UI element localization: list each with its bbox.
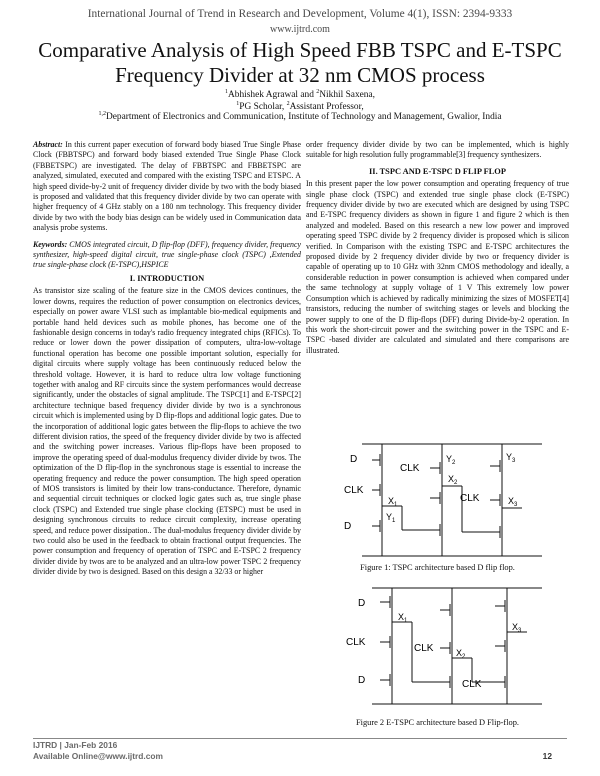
fig2-label-d-2: D [358,675,366,686]
fig2-label-clk-1: CLK [346,637,366,648]
intro-heading: I. INTRODUCTION [129,273,205,283]
fig1-label-x2: $X_2$ [448,474,458,486]
footer-rule [33,738,567,739]
author-2: Nikhil Saxena, [319,90,375,100]
figure-2 [342,582,552,715]
affiliation-text: Department of Electronics and Communication, Institute of Technology and Management, Gwalior, India [105,112,502,122]
fig1-label-y1: $Y_1$ [386,512,396,524]
author-1: Abhishek Agrawal and [228,90,314,100]
affiliation [0,112,600,122]
abstract-text: In this current paper execution of forward body biased True Single Phase Clock (FBBTSPC) and forward body biased extended True Single Phase Clock (FBBETSPC) are investigated. The delay of FBBTSPC and FBBETSPC are analyzed, simulated, executed and compared with the existing TSPC and ETSPC. A high speed divide-by-2 unit of frequency divider divide by two with the body biased is proposed and validated that this frequency divider divide by two can operate with higher frequency of 4 GHz stably on a 180 nm technology. This frequency divider divide by two with the body bias design can be widely used in Communication data analysis probe systems. [33,140,301,233]
keywords-text: CMOS integrated circuit, D flip-flop (DFF), frequency divider, frequency synthesizer, high-speed digital circuit, true single-phase clock (TSPC) ,Extended true single-phase clock (E-TSPC),HSPICE [33,239,301,270]
abstract-label: Abstract: [33,140,63,149]
fig2-label-clk-3: CLK [462,679,482,690]
author-names [0,89,600,101]
journal-url[interactable]: www.ijtrd.com [270,24,330,35]
fig1-label-y2: $Y_2$ [446,454,456,466]
section2-heading: II. TSPC AND E-TSPC D FLIP FLOP [369,166,506,176]
fig1-label-x3: $X_3$ [508,496,518,508]
role-2: Assistant Professor, [289,102,364,112]
footer-issue: IJTRD | Jan-Feb 2016 [33,740,118,750]
fig2-label-x3: $X_3$ [512,622,522,634]
role-sup-1: 1 [236,100,240,107]
role-sup-2: 2 [286,100,290,107]
fig1-label-clk-1: CLK [344,485,364,496]
author-sup-2: 2 [316,88,320,95]
fig1-label-d: D [350,454,358,465]
intro-text: As transistor size scaling of the feature size in the CMOS devices continues, the lower downs, requires the reduction of power consumption on electronics devices, especially on power aware VLSI such as implantable bio-medical equipments and portable hand held devices such as mobile phones, has become one of the fashionable design concerns in today's radio frequency integrated chips (RFICs). To reduce or lower down the power dissipation of computers, ultra-low-voltage functional operation has become one possible important solution, especially for digital circuits where supply voltage has been continuously reduced below the threshold voltage. However, it is hard to reduce ultra low voltage functioning together with analog and RF circuits since the system performances would decrease significantly, under the obstacles of signal amplitude. The TSPC[1] and E-TSPC[2] architecture technique based frequency divider divide by two is a synchronous circuit which is implemented using by D flip-flops and additional logic gates. Due to the incorporation of additional logic gates between the flip-flops to achieve the two different division ratios, the speed of the frequency divider divide by two is affected and the switching power increases. Various flip-flops have been proposed to improve the operating speed of dual-modulus frequency divider divide by twos. The optimization of the D flip-flop in the synchronous stage is essential to increase the operating frequency and reduce the power consumption. The high speed operation of MOS transistors is limited by their low trans-conductance. Therefore, dynamic and sequential circuit techniques or clocked logic gates such as, true single phase clock (TSPC) and Extended true single phase clocking (ETSPC) must be used in designing synchronous circuits to reduce circuit complexity, increase operating speed, and reduce power dissipation.. The dual-modulus frequency divider divide by two could also be used in the feedback to obtain fractional output frequencies. The power consumption and frequency of operation of TSPC and E-TSPC 2 frequency divider divide by twos are to be analyzed and an ultra-low power TSPC 2 frequency divider divide by two is designed. Based on this design a 32/33 or higher [33,286,301,577]
paper-title: Comparative Analysis of High Speed FBB TSPC and E-TSPC Frequency Divider at 32 nm CMOS process [38,38,562,87]
figure-1 [342,438,552,565]
intro-continued: order frequency divider divide by two can be implemented, which is highly suitable for high resolution fully programmable[3] frequency synthesizers. [306,140,569,160]
author-sup-1: 1 [225,88,228,95]
fig2-label-d: D [358,598,366,609]
fig1-label-y3: $Y_3$ [506,452,516,464]
keywords [33,240,301,271]
journal-header: International Journal of Trend in Research and Development, Volume 4(1), ISSN: 2394-9333 [87,8,513,20]
affiliation-sup: 1,2 [98,110,106,117]
figure-1-caption: Figure 1: TSPC architecture based D flip flop. [360,563,515,572]
footer [33,740,163,762]
fig1-label-clk-3: CLK [460,493,480,504]
fig1-label-x1: $X_1$ [388,496,398,508]
footer-online[interactable]: Available Online@www.ijtrd.com [33,751,163,761]
fig2-label-x1: $X_1$ [398,612,408,624]
authors-block [0,89,600,113]
fig1-label-d-2: D [344,521,352,532]
fig2-label-clk-2: CLK [414,643,434,654]
figure-2-schematic [342,582,552,710]
left-column [33,140,301,578]
abstract [33,140,301,234]
section2-text: In this present paper the low power consumption and operating frequency of true single phase clock (TSPC) and extended true single phase clock (E-TSPC) frequency divider divide by two are executed which are designed by using TSPC and E-TSPC frequency dividers as shown in figure 1 and figure 2 which is then analyzed and modeled. Based on this research a new low power and improved operating speed TSPC divide by 2 frequency divider is proposed which is silicon verified. In Comparison with the existing TSPC and E-TSPC architectures the proposed divide by 2 frequency divider divide by two or frequency divider is capable of operating up to 10 GHz with 32nm CMOS methodology and ideally, a considerable reduction in power consumption is achieved when compared under the same technology at supply voltage of 1 V This extremely low power Consumption which is achieved by radically minimizing the sizes of MOSFET[4] transistors, reducing the number of switching stages or levels and blocking the power supply to one of the D flip-flops (DFF) during Divide-by-2 operation. In this work the short-circuit power and the switching power in the TSPC and E-TSPC -based divider are calculated and simulated and there comparisons are illustrated. [306,179,569,355]
page-number: 12 [542,751,552,761]
fig2-label-x2: $X_2$ [456,648,466,660]
role-1: PG Scholar, [239,102,285,112]
fig1-label-clk-2: CLK [400,463,420,474]
figure-2-caption: Figure 2 E-TSPC architecture based D Flip-flop. [355,718,520,727]
right-column [306,140,569,356]
keywords-label: Keywords: [33,239,68,249]
figure-1-schematic [342,438,552,560]
